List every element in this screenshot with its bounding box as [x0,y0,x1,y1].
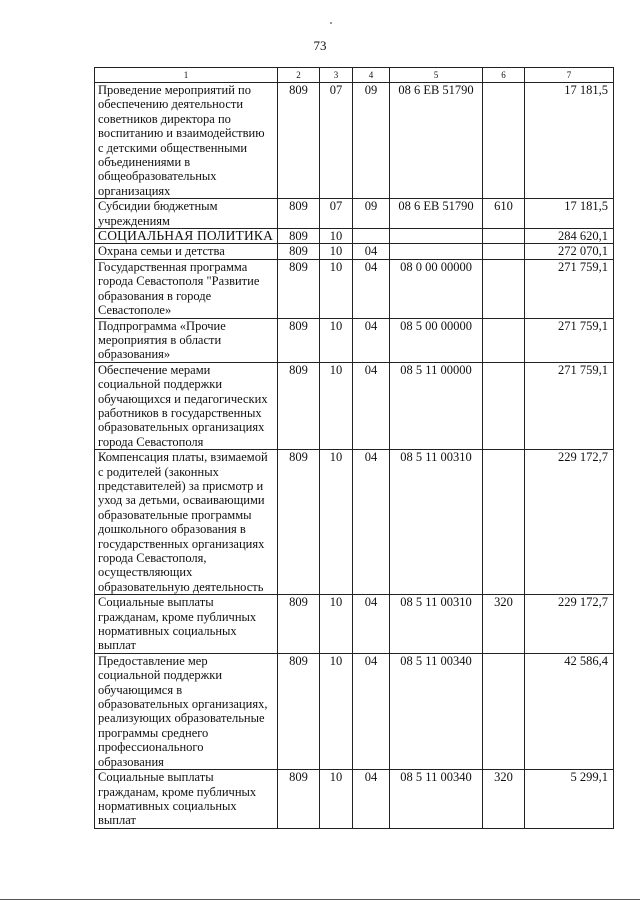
row-target-code: 08 5 11 00310 [390,450,483,595]
row-grbs: 809 [278,318,320,362]
row-section: 07 [320,83,353,199]
row-expense-type: 610 [483,199,525,229]
table-header-row [95,68,614,83]
table-row [95,83,614,199]
row-target-code: 08 0 00 00000 [390,259,483,318]
row-expense-type [483,229,525,244]
table-row [95,362,614,449]
row-expense-type: 320 [483,595,525,654]
row-expense-type [483,318,525,362]
row-subsection: 04 [353,244,390,259]
row-name: Социальные выплаты гражданам, кроме публичных нормативных социальных выплат [95,770,278,829]
budget-table [94,67,614,829]
row-expense-type [483,259,525,318]
row-subsection: 04 [353,770,390,829]
row-expense-type [483,362,525,449]
table-row [95,770,614,829]
row-amount: 42 586,4 [525,653,614,769]
row-amount: 5 299,1 [525,770,614,829]
table-row [95,199,614,229]
row-amount: 17 181,5 [525,83,614,199]
row-section: 10 [320,244,353,259]
row-subsection: 04 [353,595,390,654]
row-subsection [353,229,390,244]
row-name: Субсидии бюджетным учреждениям [95,199,278,229]
header-col-3: 3 [320,68,353,83]
row-section: 10 [320,259,353,318]
row-subsection: 04 [353,653,390,769]
row-amount: 271 759,1 [525,318,614,362]
header-col-5: 5 [390,68,483,83]
row-section: 10 [320,318,353,362]
table-row [95,318,614,362]
row-name: Обеспечение мерами социальной поддержки обучающихся и педагогических работников в государственных образовательных организациях города Севастополя [95,362,278,449]
row-amount: 284 620,1 [525,229,614,244]
table-row [95,450,614,595]
row-name: Государственная программа города Севастополя "Развитие образования в городе Севастополе» [95,259,278,318]
row-target-code: 08 6 EB 51790 [390,83,483,199]
row-section: 10 [320,450,353,595]
row-expense-type: 320 [483,770,525,829]
row-section: 10 [320,653,353,769]
header-col-1: 1 [95,68,278,83]
row-amount: 229 172,7 [525,595,614,654]
scan-bottom-edge [0,899,640,900]
header-col-7: 7 [525,68,614,83]
row-grbs: 809 [278,770,320,829]
row-expense-type [483,83,525,199]
row-target-code: 08 5 11 00340 [390,653,483,769]
row-grbs: 809 [278,450,320,595]
table-row [95,595,614,654]
row-expense-type [483,450,525,595]
row-amount: 272 070,1 [525,244,614,259]
row-amount: 271 759,1 [525,259,614,318]
row-subsection: 04 [353,450,390,595]
header-col-2: 2 [278,68,320,83]
row-amount: 17 181,5 [525,199,614,229]
row-grbs: 809 [278,244,320,259]
row-section: 10 [320,595,353,654]
row-subsection: 09 [353,83,390,199]
row-expense-type [483,653,525,769]
row-grbs: 809 [278,362,320,449]
row-grbs: 809 [278,199,320,229]
row-subsection: 09 [353,199,390,229]
row-amount: 229 172,7 [525,450,614,595]
row-name: Социальные выплаты гражданам, кроме публичных нормативных социальных выплат [95,595,278,654]
table-row [95,653,614,769]
row-subsection: 04 [353,318,390,362]
row-name: Компенсация платы, взимаемой с родителей (законных представителей) за присмотр и уход за детьми, осваивающими образовательные программы дошкольного образования в государственных организациях города Севастополя, осуществляющих образовательную деятельность [95,450,278,595]
row-target-code [390,244,483,259]
row-grbs: 809 [278,595,320,654]
row-target-code: 08 5 11 00310 [390,595,483,654]
row-name: Проведение мероприятий по обеспечению деятельности советников директора по воспитанию и взаимодействию с детскими общественными объединениями в общеобразовательных организациях [95,83,278,199]
row-name: Предоставление мер социальной поддержки обучающимся в образовательных организациях, реализующих образовательные программы среднего профессионального образования [95,653,278,769]
table-row [95,229,614,244]
row-target-code: 08 6 EB 51790 [390,199,483,229]
row-target-code [390,229,483,244]
row-subsection: 04 [353,362,390,449]
row-grbs: 809 [278,653,320,769]
table-row [95,244,614,259]
row-grbs: 809 [278,83,320,199]
row-grbs: 809 [278,259,320,318]
scan-speck [330,22,332,24]
table-row [95,259,614,318]
row-section: 10 [320,229,353,244]
row-section: 10 [320,770,353,829]
row-name: Охрана семьи и детства [95,244,278,259]
row-target-code: 08 5 11 00340 [390,770,483,829]
row-subsection: 04 [353,259,390,318]
header-col-6: 6 [483,68,525,83]
row-amount: 271 759,1 [525,362,614,449]
row-name: СОЦИАЛЬНАЯ ПОЛИТИКА [95,229,278,244]
row-section: 07 [320,199,353,229]
row-section: 10 [320,362,353,449]
page-number: 73 [313,38,327,53]
row-target-code: 08 5 11 00000 [390,362,483,449]
row-name: Подпрограмма «Прочие мероприятия в области образования» [95,318,278,362]
header-col-4: 4 [353,68,390,83]
row-grbs: 809 [278,229,320,244]
row-expense-type [483,244,525,259]
row-target-code: 08 5 00 00000 [390,318,483,362]
